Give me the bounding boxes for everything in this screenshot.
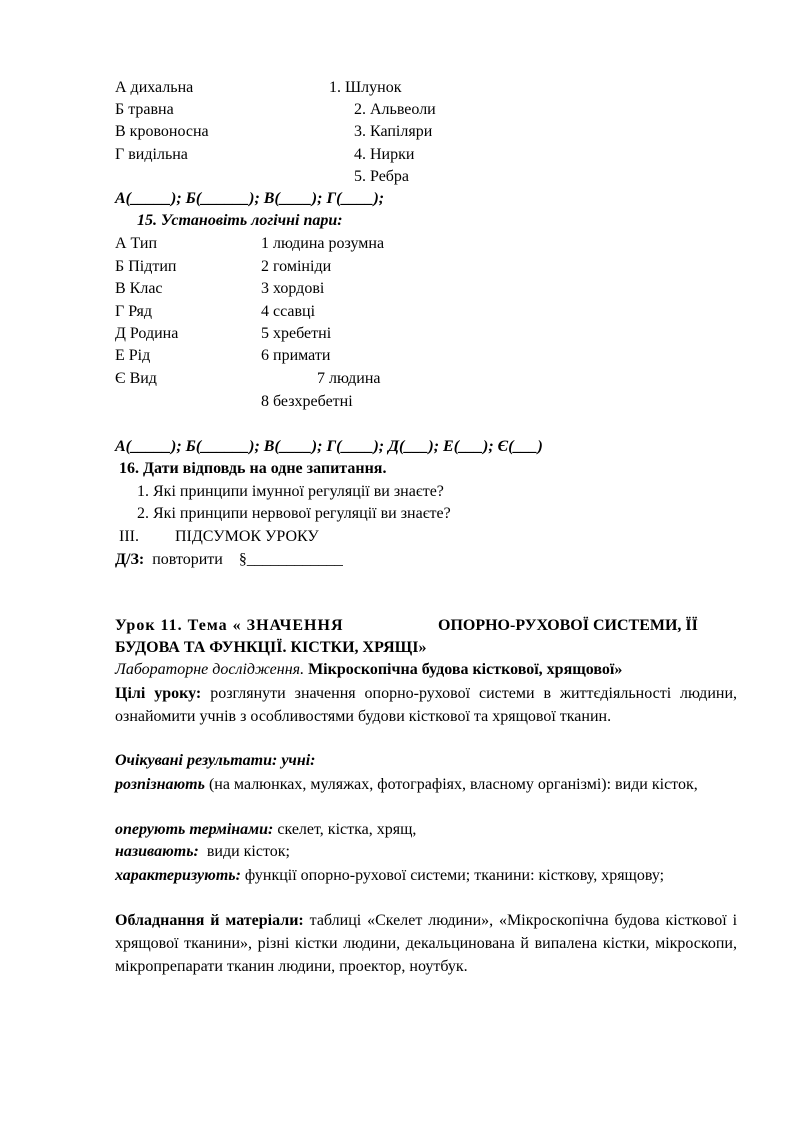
results-heading: Очікувані результати: учні: [115, 752, 316, 769]
q15-right-2: 2 гомініди [261, 258, 332, 275]
terms-line [115, 819, 416, 841]
match1-left-4: Г видільна [115, 146, 188, 163]
q16-item-1: 1. Які принципи імунної регуляції ви знаєте? [137, 483, 444, 500]
name-text: види кісток; [206, 843, 290, 860]
characterize-text: функції опорно-рухової системи; тканини: кісткову, хрящову; [244, 867, 665, 884]
match1-left-2: Б травна [115, 101, 174, 118]
match1-left-3: В кровоносна [115, 123, 209, 140]
homework-line [115, 549, 343, 571]
recognize-text: (на малюнках, муляжах, фотографіях, власному організмі): види кісток, [208, 776, 698, 793]
q15-right-6: 6 примати [261, 347, 331, 364]
goals-paragraph [115, 682, 737, 728]
q15-left-7: Є Вид [115, 370, 157, 387]
homework-label: Д/З: [115, 551, 145, 568]
characterize-paragraph [115, 864, 737, 887]
lesson-title-line1-b: ОПОРНО-РУХОВОЇ СИСТЕМИ, ЇЇ [438, 617, 698, 634]
lab-line [115, 659, 622, 681]
q15-left-1: А Тип [115, 235, 158, 252]
q15-left-6: Е Рід [115, 347, 151, 364]
q15-right-1: 1 людина розумна [261, 235, 385, 252]
terms-text: скелет, кістка, хрящ, [277, 821, 417, 838]
goals-text: розглянути значення опорно-рухової системи в життєдіяльності людини, ознайомити учнів з особливостями будови кісткової та хрящової тканин. [115, 685, 738, 725]
homework-paragraph: §____________ [238, 551, 343, 568]
match1-right-4: 4. Нирки [354, 146, 415, 163]
q16-item-2: 2. Які принципи нервової регуляції ви знаєте? [137, 505, 451, 522]
equipment-paragraph [115, 909, 737, 978]
q15-right-4: 4 ссавці [261, 303, 316, 320]
match1-right-1: 1. Шлунок [329, 79, 402, 96]
recognize-paragraph [115, 773, 740, 796]
terms-label: оперують термінами: [115, 821, 274, 838]
name-line [115, 841, 290, 863]
lab-label: Лабораторне дослідження. [115, 661, 305, 678]
equipment-label: Обладнання й матеріали: [115, 912, 304, 929]
q15-right-5: 5 хребетні [261, 325, 332, 342]
q15-left-2: Б Підтип [115, 258, 177, 275]
match1-right-2: 2. Альвеоли [354, 101, 436, 118]
goals-label: Цілі уроку: [115, 685, 202, 702]
equipment-text: таблиці «Скелет людини», «Мікроскопічна будова кісткової і хрящової тканини», різні кістки людини, декальцинована й випалена кістки, мікроскопи, мікропрепарати тканин людини, проектор, ноутбук. [115, 912, 738, 975]
q15-answer-line: А(_____); Б(______); В(____); Г(____); Д(___); Е(___); Є(___) [115, 438, 543, 455]
q15-left-3: В Клас [115, 280, 163, 297]
lesson-title-line2: БУДОВА ТА ФУНКЦІЇ. КІСТКИ, ХРЯЩІ» [115, 639, 427, 656]
homework-text: повторити [152, 551, 223, 568]
lesson-title-line1-a: Урок 11. Тема « ЗНАЧЕННЯ [115, 617, 344, 634]
match1-right-5: 5. Ребра [354, 168, 410, 185]
summary-heading: ПІДСУМОК УРОКУ [175, 528, 319, 545]
q15-right-7: 7 людина [317, 370, 381, 387]
match1-answer-line: А(_____); Б(______); В(____); Г(____); [115, 190, 385, 207]
match1-right-3: 3. Капіляри [354, 123, 433, 140]
characterize-label: характеризують: [115, 867, 241, 884]
q15-right-8: 8 безхребетні [261, 393, 353, 410]
q15-left-5: Д Родина [115, 325, 179, 342]
q15-title: 15. Установіть логічні пари: [137, 212, 343, 229]
match1-left-1: А дихальна [115, 79, 194, 96]
name-label: називають: [115, 843, 199, 860]
recognize-label: розпізнають [115, 776, 205, 793]
summary-number: ІІІ. [119, 528, 139, 545]
q15-left-4: Г Ряд [115, 303, 153, 320]
q15-right-3: 3 хордові [261, 280, 325, 297]
lab-text: Мікроскопічна будова кісткової, хрящової» [308, 661, 623, 678]
q16-title: 16. Дати відповдь на одне запитання. [119, 460, 387, 477]
